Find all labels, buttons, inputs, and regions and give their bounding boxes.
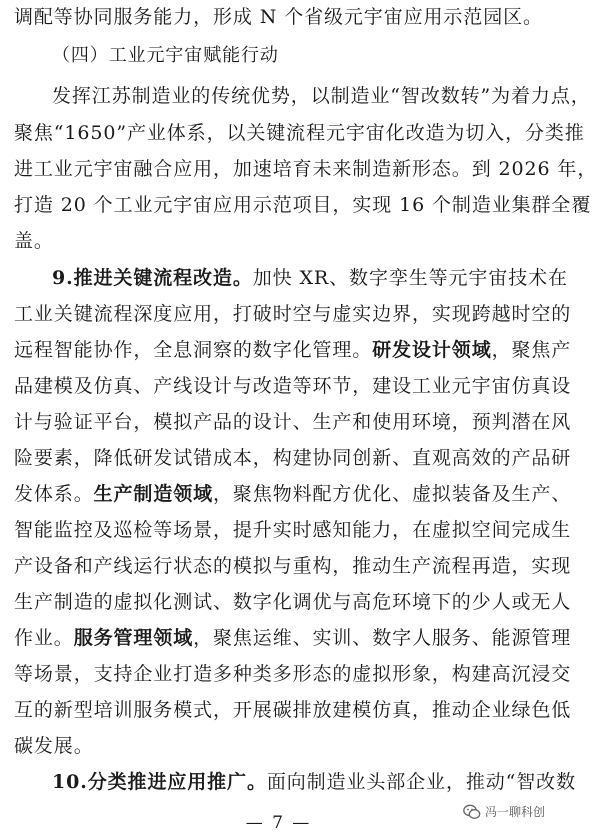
text-line [14, 626, 572, 650]
text-line: 调配等协同服务能力，形成 N 个省级元宇宙应用示范园区。 [14, 6, 543, 28]
text-line: 盖。 [14, 230, 54, 252]
item-heading: 9.推进关键流程改造。 [52, 267, 253, 289]
watermark [463, 803, 545, 820]
text-line: 发挥江苏制造业的传统优势，以制造业“智改数转”为着力点， [52, 85, 591, 107]
text-span: ，聚焦物料配方优化、虚拟装备及生产、 [213, 483, 572, 505]
text-line: 计与验证平台，模拟产品的设计、生产和使用环境，预判潜在风 [14, 411, 572, 433]
item-heading: 10.分类推进应用推广。 [52, 771, 267, 793]
text-span: 远程智能协作，全息洞察的数字化管理。 [14, 339, 373, 361]
text-span: 发体系。 [14, 483, 94, 505]
field-heading: 生产制造领域 [93, 483, 214, 505]
text-line: 生产制造的虚拟化测试、数字化调优与高危环境下的少人或无人 [14, 591, 572, 613]
watermark-text: 冯一聊科创 [484, 805, 545, 819]
field-heading: 研发设计领域 [372, 339, 492, 361]
text-line: 品建模及仿真、产线设计与改造等环节，建设工业元宇宙仿真设 [14, 375, 572, 397]
page-number: — 7 — [245, 813, 312, 833]
text-line: 工业关键流程深度应用，打破时空与虚实边界，实现跨越时空的 [14, 303, 572, 325]
text-span: ，聚焦产 [491, 339, 572, 361]
text-line: 聚焦“1650”产业体系，以关键流程元宇宙化改造为切入，分类推 [14, 122, 585, 144]
text-line: 产设备和产线运行状态的模拟与重构，推动生产流程再造，实现 [14, 555, 572, 577]
text-span: 作业。 [14, 627, 74, 649]
text-span: 加快 XR、数字孪生等元宇宙技术在 [252, 267, 568, 289]
text-line: 互的新型培训服务模式，开展碳排放建模仿真，推动企业绿色低 [14, 699, 572, 721]
paragraph-heading-line [52, 770, 576, 794]
text-span: ，聚焦运维、实训、数字人服务、能源管理 [193, 627, 572, 649]
text-line: 等场景，支持企业打造多种类多形态的虚拟形象，构建高沉浸交 [14, 663, 572, 685]
field-heading: 服务管理领域 [73, 627, 194, 649]
text-line [14, 482, 572, 506]
section-heading: （四）工业元宇宙赋能行动 [52, 45, 279, 66]
text-line: 险要素，降低研发试错成本，构建协同创新、直观高效的产品研 [14, 447, 572, 469]
wechat-icon [463, 804, 481, 820]
text-line: 进工业元宇宙融合应用，加速培育未来制造新形态。到 2026 年， [14, 158, 597, 180]
text-line: 打造 20 个工业元宇宙应用示范项目，实现 16 个制造业集群全覆 [14, 194, 592, 216]
text-span: 面向制造业头部企业，推动“智改数 [266, 771, 576, 793]
text-line: 智能监控及巡检等场景，提升实时感知能力，在虚拟空间完成生 [14, 519, 572, 541]
text-line: 碳发展。 [14, 735, 94, 757]
text-line [14, 338, 572, 362]
paragraph-heading-line [52, 266, 568, 290]
